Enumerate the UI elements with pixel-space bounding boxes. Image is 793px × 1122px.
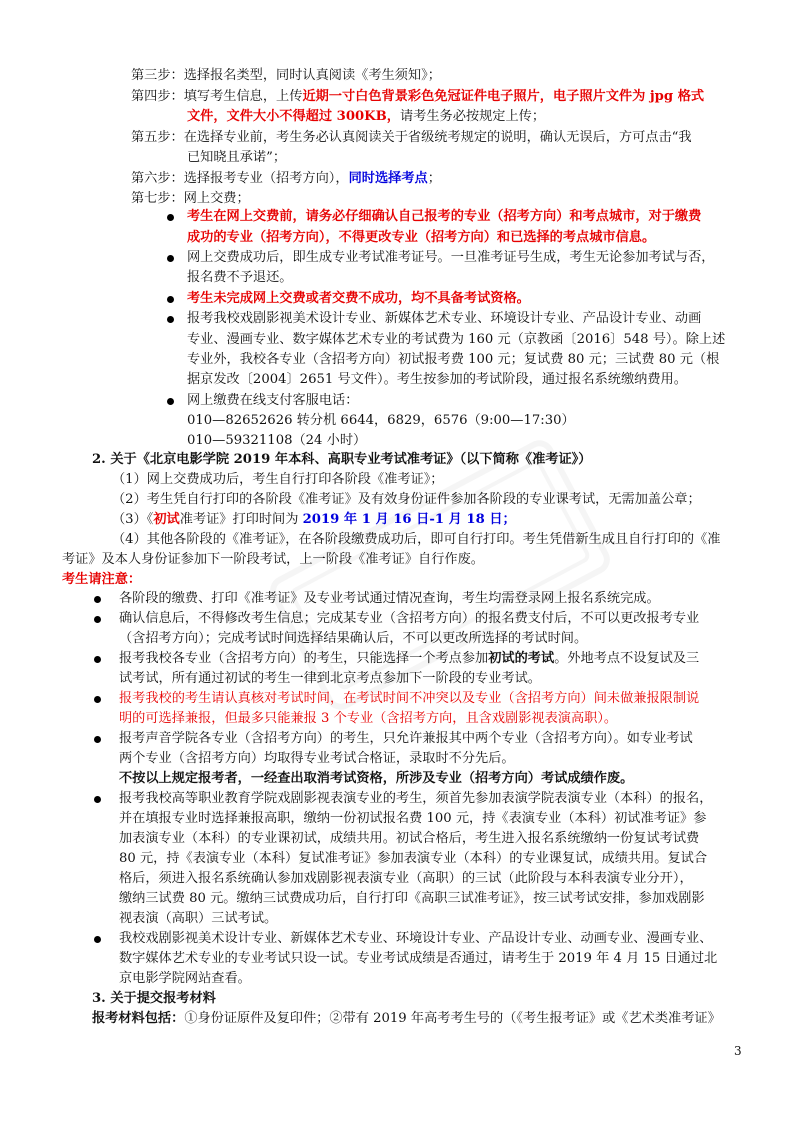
step-3: 第三步：选择报名类型，同时认真阅读《考生须知》； (131, 68, 441, 83)
notice-text: 格后，须进入报名系统确认参加戏剧影视表演专业（高职）的三试（此阶段与本科表演专业分开）， (119, 871, 693, 886)
section-3-text: 报考材料包括：①身份证原件及复印件；②带有 2019 年高考考生号的（《考生报考证》或《艺术类准考证》 (92, 1011, 721, 1026)
bullet-text: 专业外，我校各专业（含招考方向）初试报考费 100 元；复试费 80 元；三试费 80 元（根 (187, 352, 720, 367)
notice-text: 京电影学院网站查看。 (119, 971, 251, 986)
section-2-item: （1）网上交费成功后，考生自行打印各阶段《准考证》； (112, 472, 444, 487)
step-7: 第七步：网上交费； (131, 191, 250, 206)
notice-text: 我校戏剧影视美术设计专业、新媒体艺术专业、环境设计专业、产品设计专业、动画专业、漫画专业、 (119, 931, 713, 946)
step-6: 第六步：选择报考专业（招考方向），同时选择考点； (131, 171, 441, 186)
phone-number: 010—82652626 转分机 6644，6829，6576（9:00—17:30） (187, 413, 575, 428)
bullet-text: 成功的专业（招考方向），不得更改专业（招考方向）和已选择的考点城市信息。 (187, 230, 656, 245)
page-number: 3 (734, 1044, 742, 1058)
section-2-heading: 2. 关于《北京电影学院 2019 年本科、高职专业考试准考证》（以下简称《准考证》） (92, 452, 592, 467)
notice-text: 各阶段的缴费、打印《准考证》及专业考试通过情况查询，考生均需登录网上报名系统完成。 (119, 591, 660, 606)
step-4: 第四步：填写考生信息，上传近期一寸白色背景彩色免冠证件电子照片，电子照片文件为 jpg 格式 (131, 89, 705, 104)
bullet-dot (94, 796, 101, 803)
bullet-dot (167, 316, 174, 323)
notice-text: 视表演（高职）三试考试。 (119, 911, 278, 926)
notice-text: 明的可选择兼报，但最多只能兼报 3 个专业（含招考方向，且含戏剧影视表演高职）。 (119, 711, 618, 726)
notice-text: （含招考方向）；完成考试时间选择结果确认后，不可以更改所选择的考试时间。 (119, 631, 588, 646)
notice-text: 并在填报专业时选择兼报高职，缴纳一份初试报名费 100 元，持《表演专业（本科）初试准考证》参 (119, 811, 707, 826)
bullet-dot (94, 936, 101, 943)
section-2-item: （3）《初试准考证》打印时间为 2019 年 1 月 16 日-1 月 18 日； (112, 512, 516, 527)
section-3-heading: 3. 关于提交报考材料 (92, 991, 216, 1006)
bullet-dot (167, 214, 174, 221)
bullet-text: 考生未完成网上交费或者交费不成功，均不具备考试资格。 (187, 291, 530, 306)
bullet-dot (94, 736, 101, 743)
bullet-text: 网上交费成功后，即生成专业考试准考证号。一旦准考证号生成，考生无论参加考试与否， (187, 250, 715, 265)
bullet-dot (167, 296, 174, 303)
step-5: 第五步：在选择专业前，考生务必认真阅读关于省级统考规定的说明，确认无误后，方可点击“我 (131, 130, 692, 145)
bullet-dot (167, 255, 174, 262)
notice-text: 80 元，持《表演专业（本科）复试准考证》参加表演专业（本科）的专业课复试，成绩共用。复试合 (119, 851, 708, 866)
step-4-line2: 文件，文件大小不得超过 300KB，请考生务必按规定上传； (187, 109, 546, 124)
bullet-text: 报考我校戏剧影视美术设计专业、新媒体艺术专业、环境设计专业、产品设计专业、动画 (187, 311, 702, 326)
notice-warning: 不按以上规定报考者，一经查出取消考试资格，所涉及专业（招考方向）考试成绩作废。 (119, 771, 634, 786)
notice-text: 数字媒体艺术专业的专业考试只设一试。专业考试成绩是否通过，请考生于 2019 年 4 月 15 日通过北 (119, 951, 718, 966)
notice-text: 报考我校各专业（含招考方向）的考生，只能选择一个考点参加初试的考试。外地考点不设复试及三 (119, 651, 700, 666)
notice-text: 两个专业（含招考方向）均取得专业考试合格证，录取时不分先后。 (119, 751, 515, 766)
notice-text: 确认信息后，不得修改考生信息；完成某专业（含招考方向）的报名费支付后，不可以更改报考专业 (119, 611, 700, 626)
section-2-item: 考证》及本人身份证参加下一阶段考试，上一阶段《准考证》自行作废。 (62, 552, 484, 567)
notice-text: 试考试，所有通过初试的考生一律到北京考点参加下一阶段的专业考试。 (119, 671, 541, 686)
step-5-line2: 已知晓且承诺”； (187, 150, 287, 165)
notice-text: 报考我校高等职业教育学院戏剧影视表演专业的考生，须首先参加表演学院表演专业（本科）的报名， (119, 791, 713, 806)
notice-text: 报考声音学院各专业（含招考方向）的考生，只允许兼报其中两个专业（含招考方向）。如专业考试 (119, 731, 693, 746)
notice-text: 报考我校的考生请认真核对考试时间，在考试时间不冲突以及专业（含招考方向）间未做兼报限制说 (119, 691, 700, 706)
notice-heading: 考生请注意： (62, 572, 142, 587)
bullet-dot (94, 616, 101, 623)
phone-number: 010—59321108（24 小时） (187, 433, 367, 448)
bullet-text: 据京发改〔2004〕2651 号文件）。考生按参加的考试阶段，通过报名系统缴纳费用。 (187, 372, 687, 387)
notice-text: 加表演专业（本科）的专业课初试，成绩共用。初试合格后，考生进入报名系统缴纳一份复试考试费 (119, 831, 700, 846)
bullet-text: 报名费不予退还。 (187, 270, 293, 285)
bullet-dot (94, 696, 101, 703)
bullet-dot (94, 596, 101, 603)
notice-text: 缴纳三试费 80 元。缴纳三试费成功后，自行打印《高职三试准考证》，按三试考试安排，参加戏剧影 (119, 891, 705, 906)
section-2-item: （2）考生凭自行打印的各阶段《准考证》及有效身份证件参加各阶段的专业课考试，无需加盖公章； (112, 492, 701, 507)
bullet-text: 网上缴费在线支付客服电话： (187, 393, 359, 408)
bullet-text: 考生在网上交费前，请务必仔细确认自己报考的专业（招考方向）和考点城市，对于缴费 (187, 209, 702, 224)
bullet-dot (94, 656, 101, 663)
section-2-item: （4）其他各阶段的《准考证》，在各阶段缴费成功后，即可自行打印。考生凭借新生成且自行打印的《准 (112, 532, 721, 547)
bullet-dot (167, 398, 174, 405)
bullet-text: 专业、漫画专业、数字媒体艺术专业的考试费为 160 元（京教函〔2016〕548 号）。除上述 (187, 332, 726, 347)
